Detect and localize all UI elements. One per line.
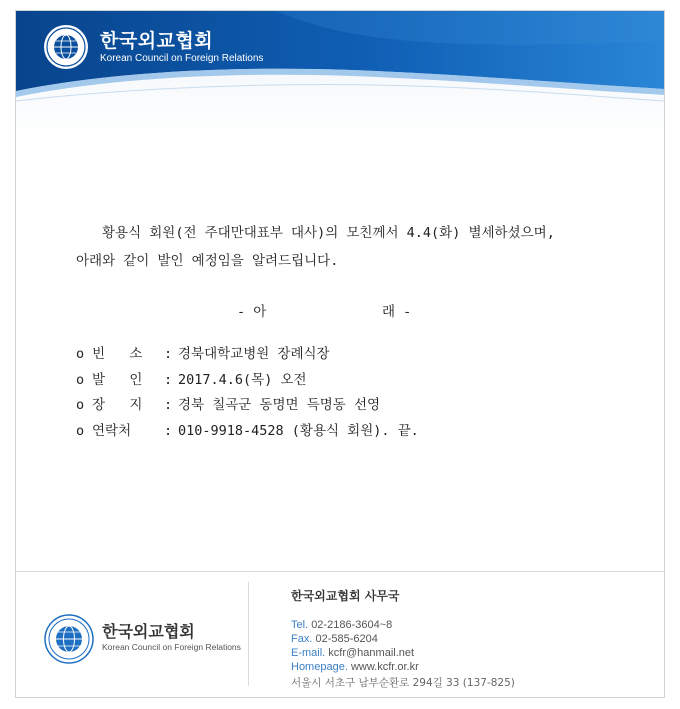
detail-label: 발 인	[92, 371, 143, 388]
globe-seal-icon	[43, 24, 89, 70]
globe-seal-icon	[44, 614, 94, 664]
contact-info	[291, 618, 515, 690]
details-list	[76, 342, 419, 444]
fax-value: 02-585-6204	[315, 633, 378, 645]
header-banner	[16, 11, 664, 141]
email-frame	[15, 10, 665, 698]
footer	[16, 571, 664, 698]
footer-divider	[248, 582, 249, 686]
homepage-label: Homepage.	[291, 661, 348, 673]
email-line	[291, 646, 515, 660]
notice-body	[76, 219, 636, 275]
org-name-ko: 한국외교협회	[100, 30, 214, 52]
footer-org-name-ko: 한국외교협회	[102, 622, 195, 641]
section-heading-right: 래 -	[382, 304, 412, 320]
tel-line	[291, 618, 515, 632]
email-label: E-mail.	[291, 647, 326, 659]
bullet: o	[76, 371, 85, 388]
address: 서울시 서초구 남부순환로 294길 33 (137-825)	[291, 677, 515, 689]
fax-line	[291, 632, 515, 646]
detail-value: 경북대학교병원 장례식장	[178, 346, 330, 362]
office-title: 한국외교협회 사무국	[291, 589, 400, 603]
detail-label: 연락처	[92, 422, 140, 439]
detail-label: 장 지	[92, 397, 143, 413]
notice-line-2: 아래와 같이 발인 예정임을 알려드립니다.	[76, 253, 339, 269]
detail-value: 경북 칠곡군 동명면 득명동 선영	[178, 397, 381, 413]
detail-row: o 빈 소 : 경북대학교병원 장례식장	[76, 342, 419, 368]
bullet: o	[76, 422, 85, 439]
detail-label: 빈 소	[92, 346, 143, 362]
email-link[interactable]: kcfr@hanmail.net	[328, 647, 415, 659]
section-heading-left: - 아	[237, 304, 267, 320]
bullet: o	[76, 346, 85, 362]
detail-value: 010-9918-4528 (황용식 회원). 끝.	[178, 422, 419, 439]
detail-value: 2017.4.6(목) 오전	[178, 371, 307, 388]
footer-org-name-en: Korean Council on Foreign Relations	[102, 642, 241, 652]
org-name-en: Korean Council on Foreign Relations	[100, 53, 264, 64]
notice-line-1: 황용식 회원(전 주대만대표부 대사)의 모친께서 4.4(화) 별세하셨으며,	[102, 225, 555, 241]
fax-label: Fax.	[291, 633, 313, 645]
detail-row: o 장 지 : 경북 칠곡군 동명면 득명동 선영	[76, 393, 419, 419]
detail-row: o 발 인 : 2017.4.6(목) 오전	[76, 368, 419, 394]
detail-row: o 연락처 : 010-9918-4528 (황용식 회원). 끝.	[76, 419, 419, 445]
tel-value: 02-2186-3604~8	[311, 619, 393, 631]
tel-label: Tel.	[291, 619, 309, 631]
homepage-line	[291, 660, 515, 674]
bullet: o	[76, 397, 85, 413]
homepage-link[interactable]: www.kcfr.or.kr	[350, 661, 419, 673]
